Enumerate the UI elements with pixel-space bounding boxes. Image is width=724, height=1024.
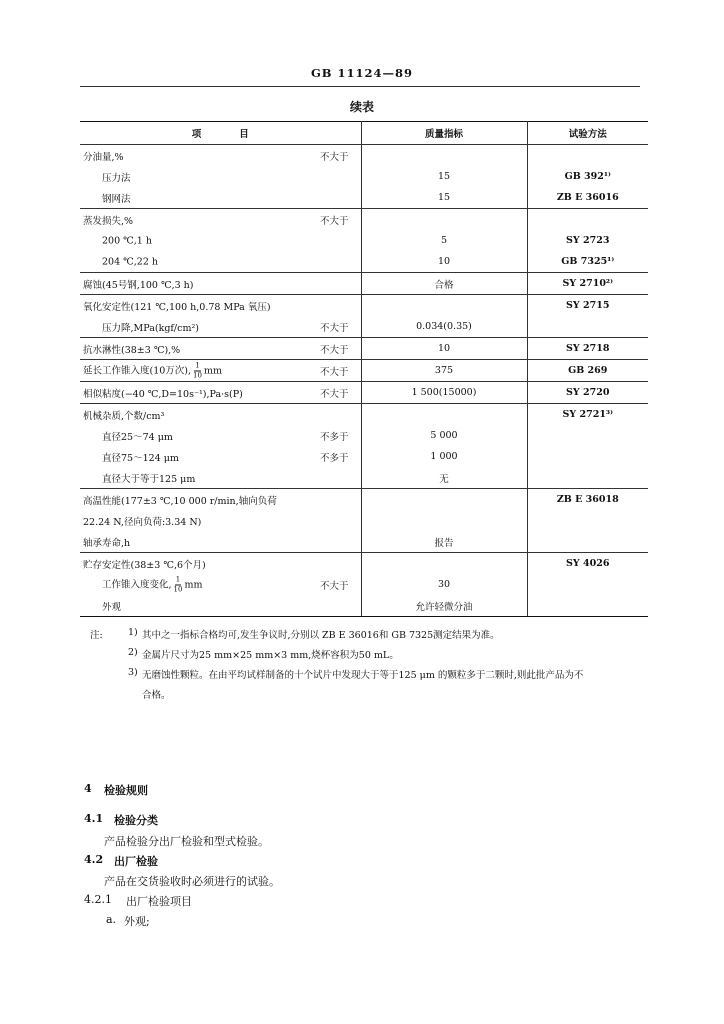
limit-label: 不大于: [320, 388, 349, 400]
table-caption: 续表: [349, 100, 374, 114]
item-cell: [80, 574, 361, 595]
value-cell: 0.034(0.35): [361, 316, 527, 338]
method-cell: [527, 209, 648, 231]
section-number: a.: [106, 913, 117, 926]
item-label: [83, 277, 194, 291]
note-number: 2): [128, 647, 138, 658]
value-cell: 10: [361, 251, 527, 273]
limit-label: 不大于: [320, 151, 349, 163]
item-cell: [80, 553, 361, 575]
item-label-text: 机械杂质,个数/cm³: [83, 410, 165, 422]
specification-table: [80, 121, 648, 617]
table-row: [80, 425, 648, 446]
table-row: [80, 187, 648, 209]
table-row: [80, 595, 648, 617]
item-label-text: 蒸发损失,%: [83, 215, 134, 227]
limit-label: 不多于: [320, 431, 349, 443]
item-label-text: 22.24 N,径向负荷:3.34 N): [83, 516, 202, 528]
method-cell: ZB E 36018: [527, 489, 648, 511]
method-cell: [527, 531, 648, 553]
table-row: [80, 574, 648, 595]
item-cell: [80, 425, 361, 446]
item-label: [83, 361, 222, 380]
section-number: 4.2.1: [84, 893, 112, 906]
note-text: 无磨蚀性颗粒。在由平均试样制备的十个试片中发现大于等于125 μm 的颗粒多于二颗时,则此批产品为不: [142, 670, 584, 681]
note-text: 合格。: [142, 690, 171, 701]
value-cell: 10: [361, 338, 527, 360]
note-number: 3): [128, 667, 138, 678]
section-number: 4.2: [84, 853, 104, 866]
item-label-text: 压力降,MPa(kgf/cm²): [102, 322, 199, 334]
item-cell: [80, 338, 361, 360]
item-label-text: 贮存安定性(38±3 ℃,6个月): [83, 559, 206, 571]
item-label: [83, 342, 180, 356]
item-label-text: 工作锥入度变化,: [102, 579, 172, 590]
value-cell: 375: [361, 360, 527, 382]
item-label: [83, 213, 133, 227]
item-label-text: 高温性能(177±3 ℃,10 000 r/min,轴向负荷: [83, 495, 277, 507]
section-title: 出厂检验: [114, 855, 158, 868]
method-cell: [527, 145, 648, 167]
item-label: [102, 450, 179, 464]
section-number: 4: [84, 782, 92, 795]
unit-label: mm: [203, 365, 222, 376]
item-cell: [80, 273, 361, 295]
value-cell: 15: [361, 187, 527, 209]
item-label: [102, 170, 131, 184]
item-cell: [80, 595, 361, 617]
method-cell: SY 2721³⁾: [527, 404, 648, 426]
section-body-text: 产品检验分出厂检验和型式检验。: [104, 835, 269, 848]
table-header-row: [80, 122, 648, 145]
item-cell: [80, 382, 361, 404]
table-row: [80, 531, 648, 553]
item-label: [83, 535, 130, 549]
item-label: [102, 575, 202, 594]
item-cell: [80, 446, 361, 467]
method-cell: GB 392¹⁾: [564, 171, 611, 182]
table-row: [80, 166, 648, 187]
item-cell: [80, 316, 361, 338]
item-label: [83, 557, 206, 571]
method-cell: SY 4026: [527, 553, 648, 575]
item-label-text: 直径25～74 μm: [102, 431, 173, 443]
method-cell: [527, 425, 648, 446]
limit-label: 不大于: [320, 322, 349, 334]
item-label-text: 腐蚀(45号钢,100 ℃,3 h): [83, 279, 194, 291]
fraction-numerator: 1: [175, 575, 181, 583]
value-cell: 15: [361, 166, 527, 187]
item-label: [83, 386, 243, 400]
table-row: [80, 510, 648, 531]
item-label-text: 压力法: [102, 172, 131, 184]
table-row: [80, 553, 648, 575]
header-rule: [80, 86, 640, 87]
item-label: [102, 599, 121, 613]
value-cell: [361, 553, 527, 575]
limit-label: 不多于: [320, 452, 349, 464]
item-label-text: 200 ℃,1 h: [102, 235, 152, 246]
table-row: [80, 295, 648, 317]
value-cell: 合格: [361, 273, 527, 295]
section-title: 外观;: [124, 915, 150, 928]
table-row: [80, 273, 648, 295]
value-cell: [361, 295, 527, 317]
method-cell: SY 2715: [527, 295, 648, 317]
item-label-text: 延长工作锥入度(10万次),: [83, 365, 192, 376]
method-cell: [527, 574, 648, 595]
method-cell: SY 2720: [527, 382, 648, 404]
item-label: [83, 493, 277, 507]
fraction-numerator: 1: [195, 361, 200, 369]
table-row: [80, 316, 648, 338]
item-cell: [80, 145, 361, 167]
item-label-text: 钢网法: [102, 193, 131, 205]
table-row: [80, 251, 648, 273]
method-cell: GB 269: [527, 360, 648, 382]
notes-prefix: 注:: [90, 630, 103, 641]
item-cell: [80, 230, 361, 251]
item-label: [83, 408, 164, 422]
method-cell: GB 7325¹⁾: [561, 256, 615, 267]
fraction-denominator: 10: [193, 371, 202, 379]
method-cell: [527, 446, 648, 467]
item-cell: [80, 467, 361, 489]
table-row: [80, 338, 648, 360]
section-body-text: 产品在交货验收时必须进行的试验。: [104, 875, 280, 888]
note-number: 1): [128, 627, 138, 638]
value-cell: 30: [361, 574, 527, 595]
item-cell: [80, 404, 361, 426]
item-label-text: 轴承寿命,h: [83, 537, 131, 549]
table-row: [80, 145, 648, 167]
item-cell: [80, 360, 361, 382]
item-label-text: 氧化安定性(121 ℃,100 h,0.78 MPa 氧压): [83, 301, 271, 313]
limit-label: 不大于: [320, 580, 349, 592]
note-text: 其中之一指标合格均可,发生争议时,分别以 ZB E 36016和 GB 7325测定结果为准。: [142, 630, 500, 641]
value-cell: 报告: [361, 531, 527, 553]
value-cell: 允许轻微分油: [361, 595, 527, 617]
method-cell: [527, 316, 648, 338]
method-cell: ZB E 36016: [556, 192, 619, 203]
limit-label: 不大于: [320, 366, 349, 378]
item-label: [83, 514, 201, 528]
item-label-text: 直径75～124 μm: [102, 452, 179, 464]
method-cell: [527, 595, 648, 617]
value-cell: [361, 489, 527, 511]
value-cell: [361, 209, 527, 231]
value-cell: [361, 404, 527, 426]
method-cell: SY 2710²⁾: [527, 273, 648, 295]
item-cell: [80, 295, 361, 317]
item-cell: [80, 489, 361, 511]
item-label: [102, 191, 131, 205]
item-label-text: 分油量,%: [83, 151, 124, 163]
item-cell: [80, 251, 361, 273]
value-cell: [361, 510, 527, 531]
item-cell: [80, 531, 361, 553]
section-title: 出厂检验项目: [126, 895, 192, 908]
limit-label: 不大于: [320, 344, 349, 356]
method-cell: [527, 467, 648, 489]
fraction: [193, 361, 202, 380]
item-label: [102, 471, 195, 485]
table-body: [80, 145, 648, 617]
limit-label: 不大于: [320, 215, 349, 227]
item-cell: [80, 166, 361, 187]
item-label: [83, 149, 124, 163]
fraction-denominator: 10: [173, 585, 183, 593]
item-label-text: 204 ℃,22 h: [102, 256, 159, 267]
section-title: 检验分类: [114, 814, 158, 827]
item-label-text: 外观: [102, 601, 122, 613]
table-row: [80, 360, 648, 382]
value-cell: 5 000: [361, 425, 527, 446]
unit-label: mm: [184, 579, 203, 590]
header-value: 质量指标: [361, 122, 527, 145]
value-cell: [361, 145, 527, 167]
document-header: GB 11124—89: [310, 66, 414, 80]
section-title: 检验规则: [104, 784, 148, 797]
note-text: 金属片尺寸为25 mm×25 mm×3 mm,烧杯容积为50 mL。: [142, 650, 399, 661]
value-cell: 1 500(15000): [361, 382, 527, 404]
item-label-text: 抗水淋性(38±3 ℃),%: [83, 344, 181, 356]
item-cell: [80, 187, 361, 209]
table-row: [80, 404, 648, 426]
table-row: [80, 382, 648, 404]
table-row: [80, 209, 648, 231]
item-cell: [80, 510, 361, 531]
method-cell: SY 2723: [566, 235, 610, 246]
method-cell: [527, 510, 648, 531]
item-label-text: 相似粘度(−40 ℃,D=10s⁻¹),Pa·s(P): [83, 388, 243, 400]
item-label: [102, 256, 158, 267]
fraction: [174, 575, 183, 594]
item-cell: [80, 209, 361, 231]
item-label: [102, 320, 199, 334]
value-cell: 1 000: [361, 446, 527, 467]
item-label: [102, 429, 173, 443]
item-label: [102, 235, 152, 246]
value-cell: 无: [361, 467, 527, 489]
table-row: [80, 230, 648, 251]
section-number: 4.1: [84, 812, 104, 825]
table-row: [80, 467, 648, 489]
header-item: 项 目: [80, 122, 361, 145]
table-row: [80, 446, 648, 467]
header-method: 试验方法: [527, 122, 648, 145]
item-label-text: 直径大于等于125 μm: [102, 473, 196, 485]
value-cell: 5: [361, 230, 527, 251]
table-row: [80, 489, 648, 511]
item-label: [83, 299, 271, 313]
method-cell: SY 2718: [527, 338, 648, 360]
